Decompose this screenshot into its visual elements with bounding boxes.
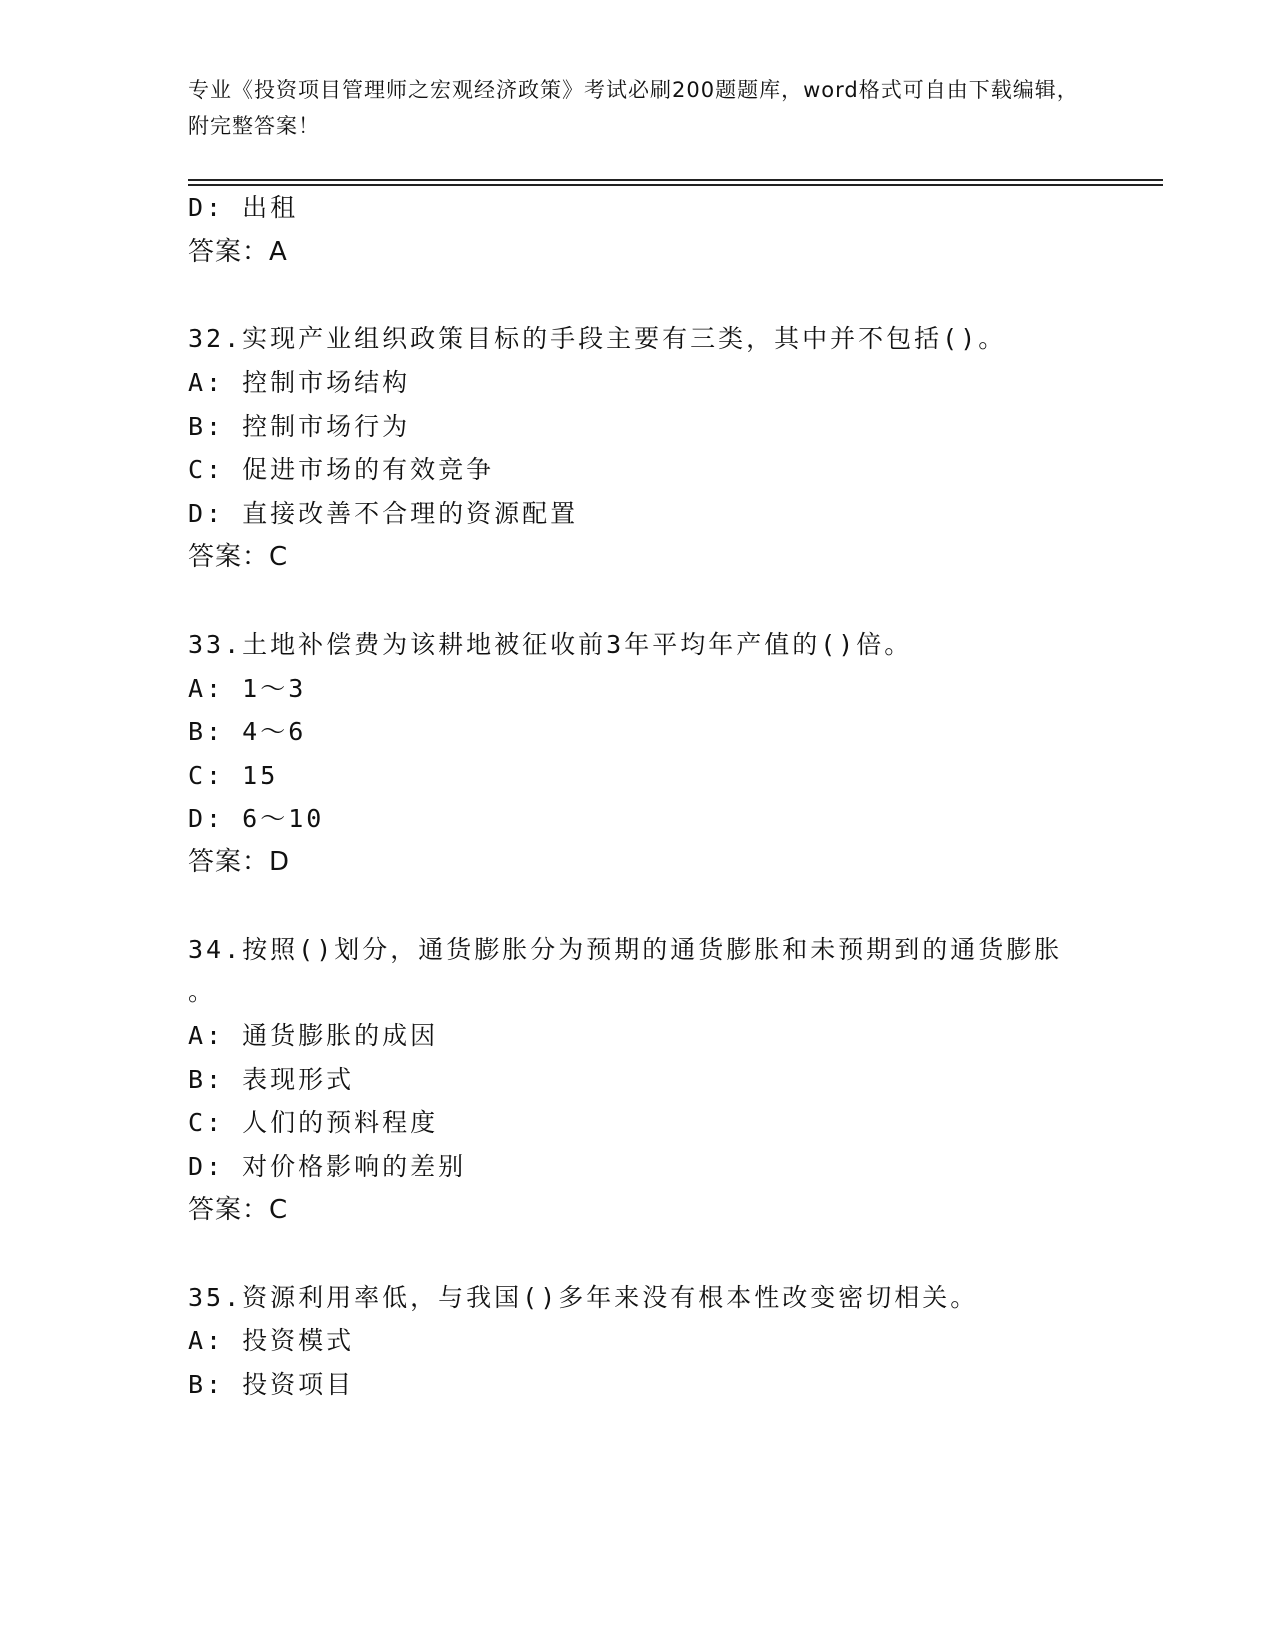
header-rule-top [188,179,1163,181]
question-34-stem: 34.按照()划分，通货膨胀分为预期的通货膨胀和未预期到的通货膨胀 [188,935,1063,964]
question-35-option-b: B: 投资项目 [188,1370,355,1399]
question-34-option-c: C: 人们的预料程度 [188,1108,439,1137]
question-33-answer: 答案：D [188,847,291,877]
document-header: 专业《投资项目管理师之宏观经济政策》考试必刷200题题库，word格式可自由下载编辑，附完整答案！ [188,78,1079,138]
question-34-answer: 答案：C [188,1195,289,1225]
question-33-option-c: C: 15 [188,761,279,790]
question-35-option-a: A: 投资模式 [188,1326,355,1355]
question-33-stem: 33.土地补偿费为该耕地被征收前3年平均年产值的()倍。 [188,630,913,659]
question-32-stem: 32.实现产业组织政策目标的手段主要有三类，其中并不包括()。 [188,324,1007,353]
option-d: D: 出租 [188,193,299,222]
question-33-option-a: A: 1～3 [188,674,307,703]
answer-label: 答案：A [188,237,288,267]
question-34-option-a: A: 通货膨胀的成因 [188,1021,439,1050]
question-32-option-d: D: 直接改善不合理的资源配置 [188,499,579,528]
question-32-option-b: B: 控制市场行为 [188,412,411,441]
question-32-option-a: A: 控制市场结构 [188,368,411,397]
header-rule-bottom [188,184,1163,186]
question-34-option-d: D: 对价格影响的差别 [188,1152,467,1181]
question-34-option-b: B: 表现形式 [188,1065,355,1094]
question-35-stem: 35.资源利用率低，与我国()多年来没有根本性改变密切相关。 [188,1283,979,1312]
question-33-option-b: B: 4～6 [188,717,307,746]
question-32-answer: 答案：C [188,542,289,572]
question-34-stem-continued: 。 [188,977,217,1006]
question-32-option-c: C: 促进市场的有效竞争 [188,455,495,484]
question-33-option-d: D: 6～10 [188,804,325,833]
